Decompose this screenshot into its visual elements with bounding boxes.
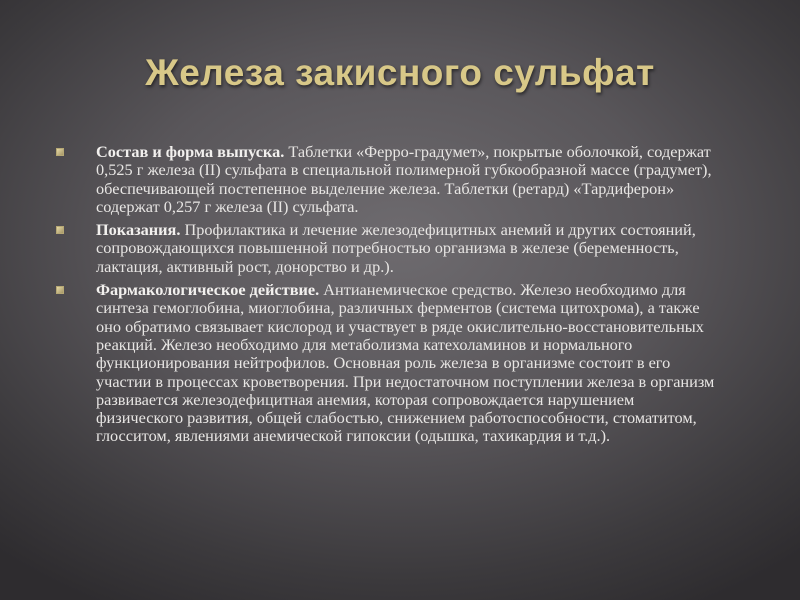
bullet-item-composition (56, 143, 716, 216)
bullet-heading: Состав и форма выпуска. (96, 142, 285, 161)
bullet-heading: Фармакологическое действие. (96, 280, 320, 300)
square-bullet-icon (56, 226, 64, 234)
square-bullet-icon (56, 286, 64, 294)
bullet-heading: Показания. (96, 220, 181, 240)
bullet-text: Антианемическое средство. Железо необходимо для синтеза гемоглобина, миоглобина, различных ферментов (система цитохрома), а также оно обратимо связывает кислород и участвует в ряде окислительно-восстановительных реакций. Железо необходимо для метаболизма катехоламинов и нормального функционирования нейтрофилов. Основная роль железа в организме состоит в его участии в процессах кроветворения. При недостаточном поступлении железа в организм развивается железодефицитная анемия, которая сопровождается нарушением физического развития, общей слабостью, снижением работоспособности, стоматитом, глосситом, явлениями анемической гипоксии (одышка, тахикардия и т.д.). (96, 280, 715, 446)
bullet-text: Профилактика и лечение железодефицитных анемий и других состояний, сопровождающихся повышенной потребностью организма в железе (беременность, лактация, активный рост, донорство и др.). (96, 220, 696, 276)
slide-body (56, 143, 716, 451)
slide-title: Железа закисного сульфат (145, 52, 655, 93)
square-bullet-icon (56, 148, 64, 156)
bullet-item-pharmacology (56, 281, 716, 446)
bullet-item-indications (56, 221, 716, 276)
bullet-text: Таблетки «Ферро-градумет», покрытые оболочкой, содержат 0,525 г железа (II) сульфата в специальной полимерной губкообразной массе (градумет), обеспечивающей постепенное выделение железа. Таблетки (ретард) «Тардиферон» содержат 0,257 г железа (II) сульфата. (96, 142, 712, 216)
